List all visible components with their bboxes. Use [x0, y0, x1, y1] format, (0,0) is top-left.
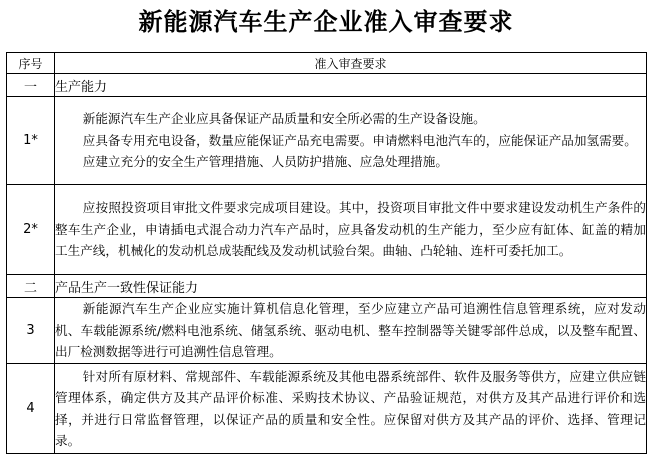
- table-row: [7, 364, 647, 454]
- section-title: 产品生产一致性保证能力: [55, 275, 647, 298]
- row-number: 2*: [7, 185, 55, 275]
- row-number: 一: [7, 74, 55, 97]
- requirement-paragraph: 应具备专用充电设备，数量应能保证产品充电需要。申请燃料电池汽车的，应能保证产品加氢需要。: [82, 132, 637, 148]
- requirement-text: [55, 364, 647, 454]
- requirement-paragraph: 新能源汽车生产企业应实施计算机信息化管理，至少应建立产品可追溯性信息管理系统，应对发动机、车载能源系统/燃料电池系统、储氢系统、驱动电机、整车控制器等关键零部件总成，以及整车配置、出厂检测数据等进行可追溯性信息管理。: [55, 301, 646, 360]
- table-row: [7, 185, 647, 275]
- requirement-paragraph: 应按照投资项目审批文件要求完成项目建设。其中，投资项目审批文件中要求建设发动机生产条件的整车生产企业，申请插电式混合动力汽车产品时，应具备发动机的生产能力，至少应有缸体、缸盖的精加工生产线，机械化的发动机总成装配线及发动机试验台架。曲轴、凸轮轴、连杆可委托加工。: [55, 200, 646, 259]
- header-requirements: 准入审查要求: [55, 53, 647, 74]
- table-header-row: [7, 53, 647, 74]
- requirements-table: [6, 52, 647, 454]
- requirement-paragraph: 针对所有原材料、常规部件、车载能源系统及其他电器系统部件、软件及服务等供方，应建立供应链管理体系，确定供方及其产品评价标准、采购技术协议、产品验证规范，对供方及其产品进行评价和选择，并进行日常监督管理，以保证产品的质量和安全性。应保留对供方及其产品的评价、选择、管理记录。: [55, 368, 646, 448]
- table-row: [7, 298, 647, 364]
- row-number: 二: [7, 275, 55, 298]
- requirement-paragraph: 应建立充分的安全生产管理措施、人员防护措施、应急处理措施。: [82, 154, 448, 170]
- requirement-text: [55, 185, 647, 275]
- document-title: 新能源汽车生产企业准入审查要求: [138, 7, 514, 36]
- section-title: 生产能力: [55, 74, 647, 97]
- row-number: 3: [7, 298, 55, 364]
- requirement-paragraph: 新能源汽车生产企业应具备保证产品质量和安全所必需的生产设备设施。: [82, 111, 486, 127]
- row-number: 1*: [7, 97, 55, 185]
- section-row: [7, 74, 647, 97]
- row-number: 4: [7, 364, 55, 454]
- requirement-text: [55, 97, 647, 185]
- requirement-text: [55, 298, 647, 364]
- table-row: [7, 97, 647, 185]
- header-serial-number: 序号: [7, 53, 55, 74]
- section-row: [7, 275, 647, 298]
